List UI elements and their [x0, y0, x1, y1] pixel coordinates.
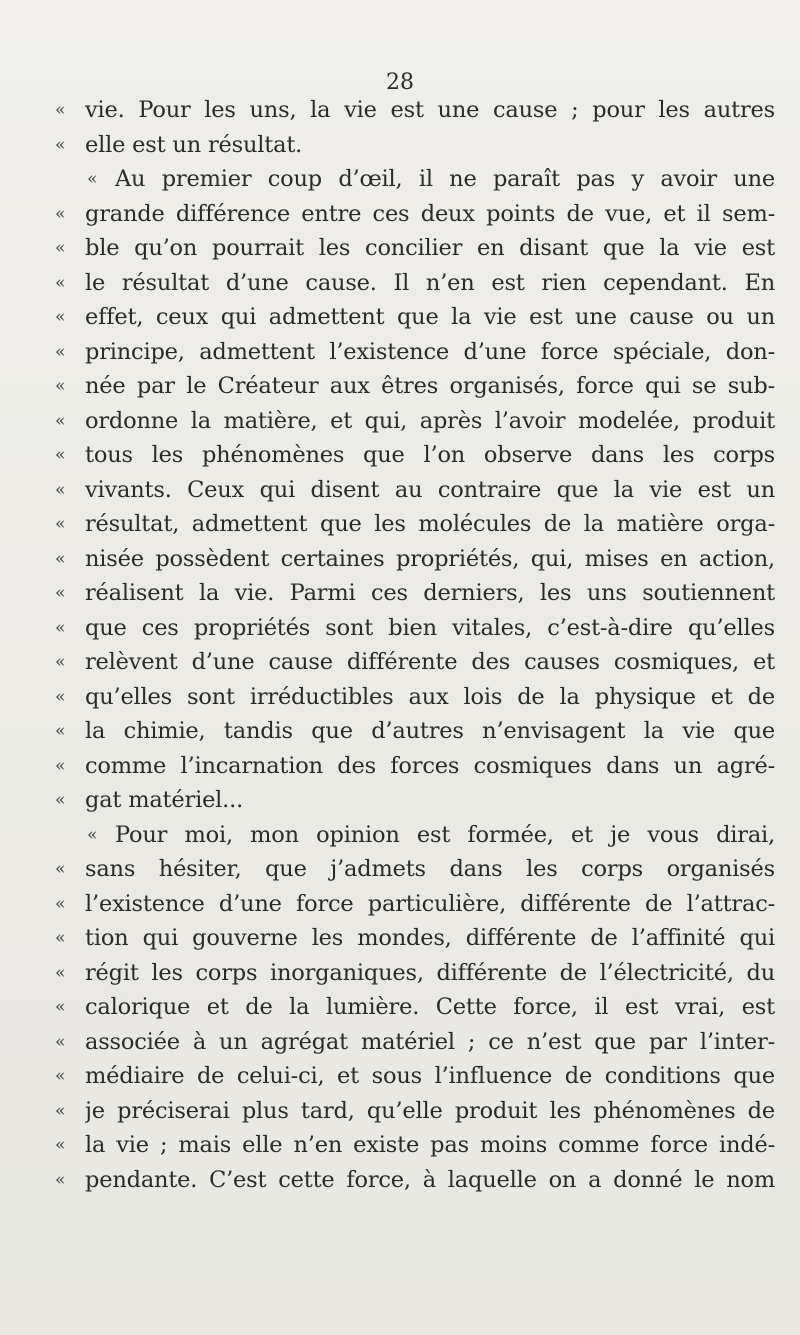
quote-mark: «	[55, 1135, 66, 1155]
quote-mark: «	[55, 376, 66, 396]
quote-mark: «	[55, 238, 66, 258]
line-text: la chimie, tandis que d’autres n’envisagent la vie que	[85, 718, 775, 744]
line-text: relèvent d’une cause différente des causes cosmiques, et	[85, 649, 775, 675]
line-text: le résultat d’une cause. Il n’en est rien cependant. En	[85, 269, 775, 296]
text-line	[55, 128, 775, 163]
text-line	[55, 852, 775, 887]
text-line	[55, 749, 775, 784]
line-text: elle est un résultat.	[85, 131, 303, 158]
quote-mark: «	[55, 1066, 66, 1086]
text-line	[55, 266, 775, 301]
quote-mark: «	[55, 928, 66, 948]
text-line	[55, 576, 775, 611]
line-text: tion qui gouverne les mondes, différente de l’affinité qui	[85, 925, 775, 951]
quote-mark: «	[55, 445, 66, 465]
line-text: médiaire de celui-ci, et sous l’influence de conditions que	[85, 1063, 775, 1089]
line-text: régit les corps inorganiques, différente de l’électricité, du	[85, 959, 775, 986]
quote-mark: «	[55, 307, 66, 327]
text-line	[55, 1059, 775, 1094]
text-line	[55, 680, 775, 715]
text-line	[55, 438, 775, 473]
line-text: associée à un agrégat matériel ; ce n’est que par l’inter-	[85, 1028, 775, 1055]
quote-mark: «	[55, 548, 66, 569]
text-line	[55, 162, 775, 197]
text-line	[55, 783, 775, 818]
text-line	[55, 887, 775, 922]
line-text: comme l’incarnation des forces cosmiques dans un agré-	[85, 752, 775, 779]
text-line	[55, 611, 775, 646]
line-text: grande différence entre ces deux points de vue, et il sem-	[85, 200, 775, 227]
line-text: calorique et de la lumière. Cette force, il est vrai, est	[85, 994, 775, 1020]
quote-mark: «	[55, 617, 66, 638]
line-text: vivants. Ceux qui disent au contraire que la vie est un	[85, 476, 775, 503]
text-line	[55, 473, 775, 508]
quote-mark: «	[55, 997, 66, 1017]
quote-mark: «	[87, 169, 98, 189]
quote-mark: «	[55, 272, 66, 293]
text-line	[55, 990, 775, 1025]
quote-mark: «	[55, 962, 66, 983]
line-text: pendante. C’est cette force, à laquelle on a donné le nom	[85, 1166, 775, 1193]
line-text: réalisent la vie. Parmi ces derniers, les uns soutiennent	[85, 580, 775, 606]
line-text: ordonne la matière, et qui, après l’avoir modelée, produit	[85, 407, 775, 434]
quote-mark: «	[55, 1031, 66, 1052]
text-line	[55, 507, 775, 542]
line-text: née par le Créateur aux êtres organisés, force qui se sub-	[85, 373, 775, 399]
quote-mark: «	[55, 341, 66, 362]
text-line	[55, 335, 775, 370]
quote-mark: «	[55, 1100, 66, 1121]
line-text: gat matériel...	[85, 787, 244, 813]
text-line	[55, 1094, 775, 1129]
text-line	[55, 714, 775, 749]
quote-mark: «	[55, 479, 66, 500]
text-line	[55, 404, 775, 439]
text-line	[55, 1163, 775, 1198]
text-line	[55, 818, 775, 853]
line-text: qu’elles sont irréductibles aux lois de la physique et de	[85, 683, 775, 710]
line-text: résultat, admettent que les molécules de la matière orga-	[85, 511, 775, 537]
text-line	[55, 197, 775, 232]
text-line	[55, 300, 775, 335]
quote-mark: «	[55, 1169, 66, 1190]
quote-mark: «	[55, 514, 66, 534]
line-text: que ces propriétés sont bien vitales, c’est-à-dire qu’elles	[85, 614, 775, 641]
line-text: Pour moi, mon opinion est formée, et je vous dirai,	[115, 821, 775, 848]
quote-mark: «	[55, 583, 66, 603]
quote-mark: «	[55, 652, 66, 672]
text-line	[55, 645, 775, 680]
line-text: sans hésiter, que j’admets dans les corps organisés	[85, 856, 775, 882]
line-text: vie. Pour les uns, la vie est une cause ; pour les autres	[85, 97, 775, 123]
quote-mark: «	[55, 755, 66, 776]
quote-mark: «	[55, 410, 66, 431]
line-text: tous les phénomènes que l’on observe dans les corps	[85, 442, 775, 468]
line-text: nisée possèdent certaines propriétés, qui, mises en action,	[85, 545, 775, 572]
line-text: principe, admettent l’existence d’une force spéciale, don-	[85, 338, 775, 365]
text-line	[55, 542, 775, 577]
quote-mark: «	[55, 134, 66, 155]
quote-mark: «	[55, 686, 66, 707]
page-number: 28	[386, 70, 414, 95]
quote-mark: «	[55, 859, 66, 879]
line-text: la vie ; mais elle n’en existe pas moins comme force indé-	[85, 1132, 775, 1158]
text-line	[55, 956, 775, 991]
quote-mark: «	[87, 824, 98, 845]
text-line	[55, 369, 775, 404]
line-text: ble qu’on pourrait les concilier en disant que la vie est	[85, 235, 775, 261]
line-text: Au premier coup d’œil, il ne paraît pas y avoir une	[115, 166, 775, 192]
quote-mark: «	[55, 203, 66, 224]
quote-mark: «	[55, 100, 66, 120]
line-text: effet, ceux qui admettent que la vie est une cause ou un	[85, 304, 775, 330]
text-line	[55, 1128, 775, 1163]
text-line	[55, 93, 775, 128]
text-line	[55, 921, 775, 956]
quote-mark: «	[55, 790, 66, 810]
body-text	[55, 93, 775, 1197]
line-text: l’existence d’une force particulière, différente de l’attrac-	[85, 890, 775, 917]
text-line	[55, 1025, 775, 1060]
quote-mark: «	[55, 893, 66, 914]
quote-mark: «	[55, 721, 66, 741]
text-line	[55, 231, 775, 266]
line-text: je préciserai plus tard, qu’elle produit les phénomènes de	[85, 1097, 775, 1124]
